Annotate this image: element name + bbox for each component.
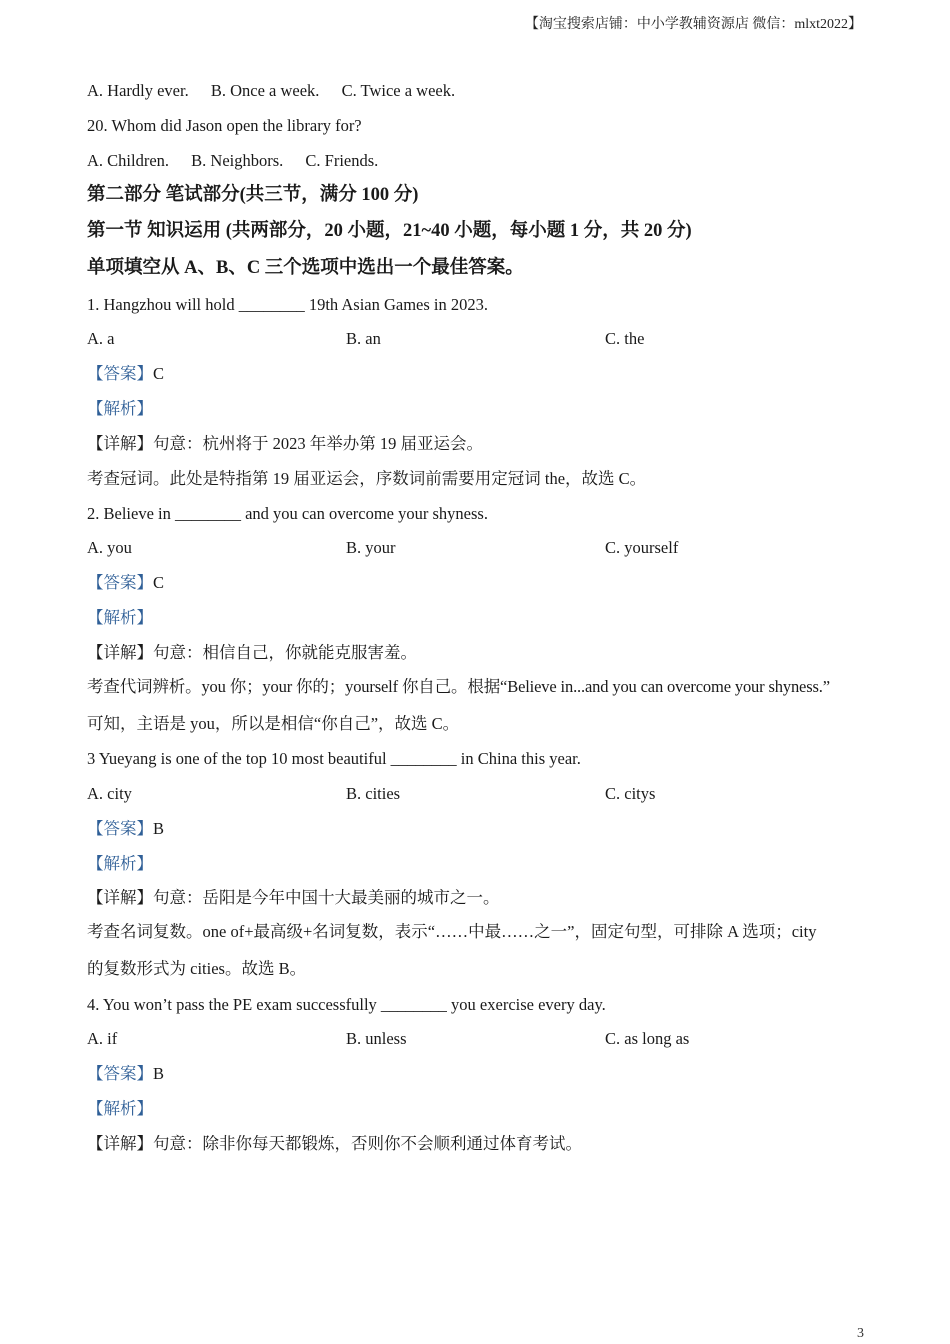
answer-label: 【答案】 xyxy=(87,364,153,383)
answer-label: 【答案】 xyxy=(87,1064,153,1083)
q20-option-c: C. Friends. xyxy=(305,151,379,170)
q20-option-a: A. Children. xyxy=(87,151,170,170)
q2-answer-value: C xyxy=(153,573,165,592)
q4-option-c: C. as long as xyxy=(605,1029,690,1048)
q2-option-b: B. your xyxy=(346,538,396,557)
q4-option-a: A. if xyxy=(87,1029,118,1048)
q2-option-c: C. yourself xyxy=(605,538,679,557)
q2-answer xyxy=(87,572,164,594)
q1-option-c: C. the xyxy=(605,329,645,348)
q4-question: 4. You won’t pass the PE exam successfully ________ you exercise every day. xyxy=(87,995,606,1014)
q19-option-a: A. Hardly ever. xyxy=(87,81,189,100)
q3-answer xyxy=(87,818,164,840)
q3-explanation-2: 的复数形式为 cities。故选 B。 xyxy=(87,959,307,978)
q3-option-b: B. cities xyxy=(346,784,401,803)
q1-option-b: B. an xyxy=(346,329,381,348)
q2-explanation-2: 可知，主语是 you，所以是相信“你自己”，故选 C。 xyxy=(87,714,460,733)
q4-answer-value: B xyxy=(153,1064,165,1083)
q2-explanation-1: 考查代词辨析。you 你；your 你的；yourself 你自己。根据“Believe in...and you can overcome your shyness.” xyxy=(87,677,830,696)
q1-analysis-label: 【解析】 xyxy=(87,399,153,418)
q3-question: 3 Yueyang is one of the top 10 most beautiful ________ in China this year. xyxy=(87,749,581,768)
answer-label: 【答案】 xyxy=(87,819,153,838)
q3-detail: 【详解】句意：岳阳是今年中国十大最美丽的城市之一。 xyxy=(87,888,500,907)
q2-question: 2. Believe in ________ and you can overcome your shyness. xyxy=(87,504,488,523)
q2-detail: 【详解】句意：相信自己，你就能克服害羞。 xyxy=(87,643,417,662)
page-number: 3 xyxy=(857,1326,864,1341)
q1-detail: 【详解】句意：杭州将于 2023 年举办第 19 届亚运会。 xyxy=(87,434,483,453)
q4-answer xyxy=(87,1063,164,1085)
q1-option-a: A. a xyxy=(87,329,115,348)
q3-option-c: C. citys xyxy=(605,784,656,803)
q2-option-a: A. you xyxy=(87,538,132,557)
q1-answer-value: C xyxy=(153,364,165,383)
answer-label: 【答案】 xyxy=(87,573,153,592)
instruction: 单项填空从 A、B、C 三个选项中选出一个最佳答案。 xyxy=(87,258,524,278)
q3-analysis-label: 【解析】 xyxy=(87,854,153,873)
q20-options xyxy=(87,150,378,172)
section1-title: 第一节 知识运用 (共两部分，20 小题，21~40 小题，每小题 1 分，共 20 分) xyxy=(87,221,692,241)
q3-answer-value: B xyxy=(153,819,165,838)
q3-explanation-1: 考查名词复数。one of+最高级+名词复数，表示“……中最……之一”，固定句型，可排除 A 选项；city xyxy=(87,922,817,941)
q20-question: 20. Whom did Jason open the library for? xyxy=(87,116,362,135)
q1-explanation: 考查冠词。此处是特指第 19 届亚运会，序数词前需要用定冠词 the，故选 C。 xyxy=(87,469,647,488)
part2-title: 第二部分 笔试部分(共三节，满分 100 分) xyxy=(87,185,419,205)
q19-option-b: B. Once a week. xyxy=(210,81,320,100)
q4-option-b: B. unless xyxy=(346,1029,407,1048)
q4-detail: 【详解】句意：除非你每天都锻炼，否则你不会顺利通过体育考试。 xyxy=(87,1134,582,1153)
q1-question: 1. Hangzhou will hold ________ 19th Asian Games in 2023. xyxy=(87,295,489,314)
q4-analysis-label: 【解析】 xyxy=(87,1099,153,1118)
q2-analysis-label: 【解析】 xyxy=(87,608,153,627)
page-header: 【淘宝搜索店铺：中小学教辅资源店 微信：mlxt2022】 xyxy=(524,17,862,32)
q19-options xyxy=(87,80,455,102)
q20-option-b: B. Neighbors. xyxy=(191,151,284,170)
q19-option-c: C. Twice a week. xyxy=(341,81,456,100)
q1-answer xyxy=(87,363,164,385)
q3-option-a: A. city xyxy=(87,784,132,803)
